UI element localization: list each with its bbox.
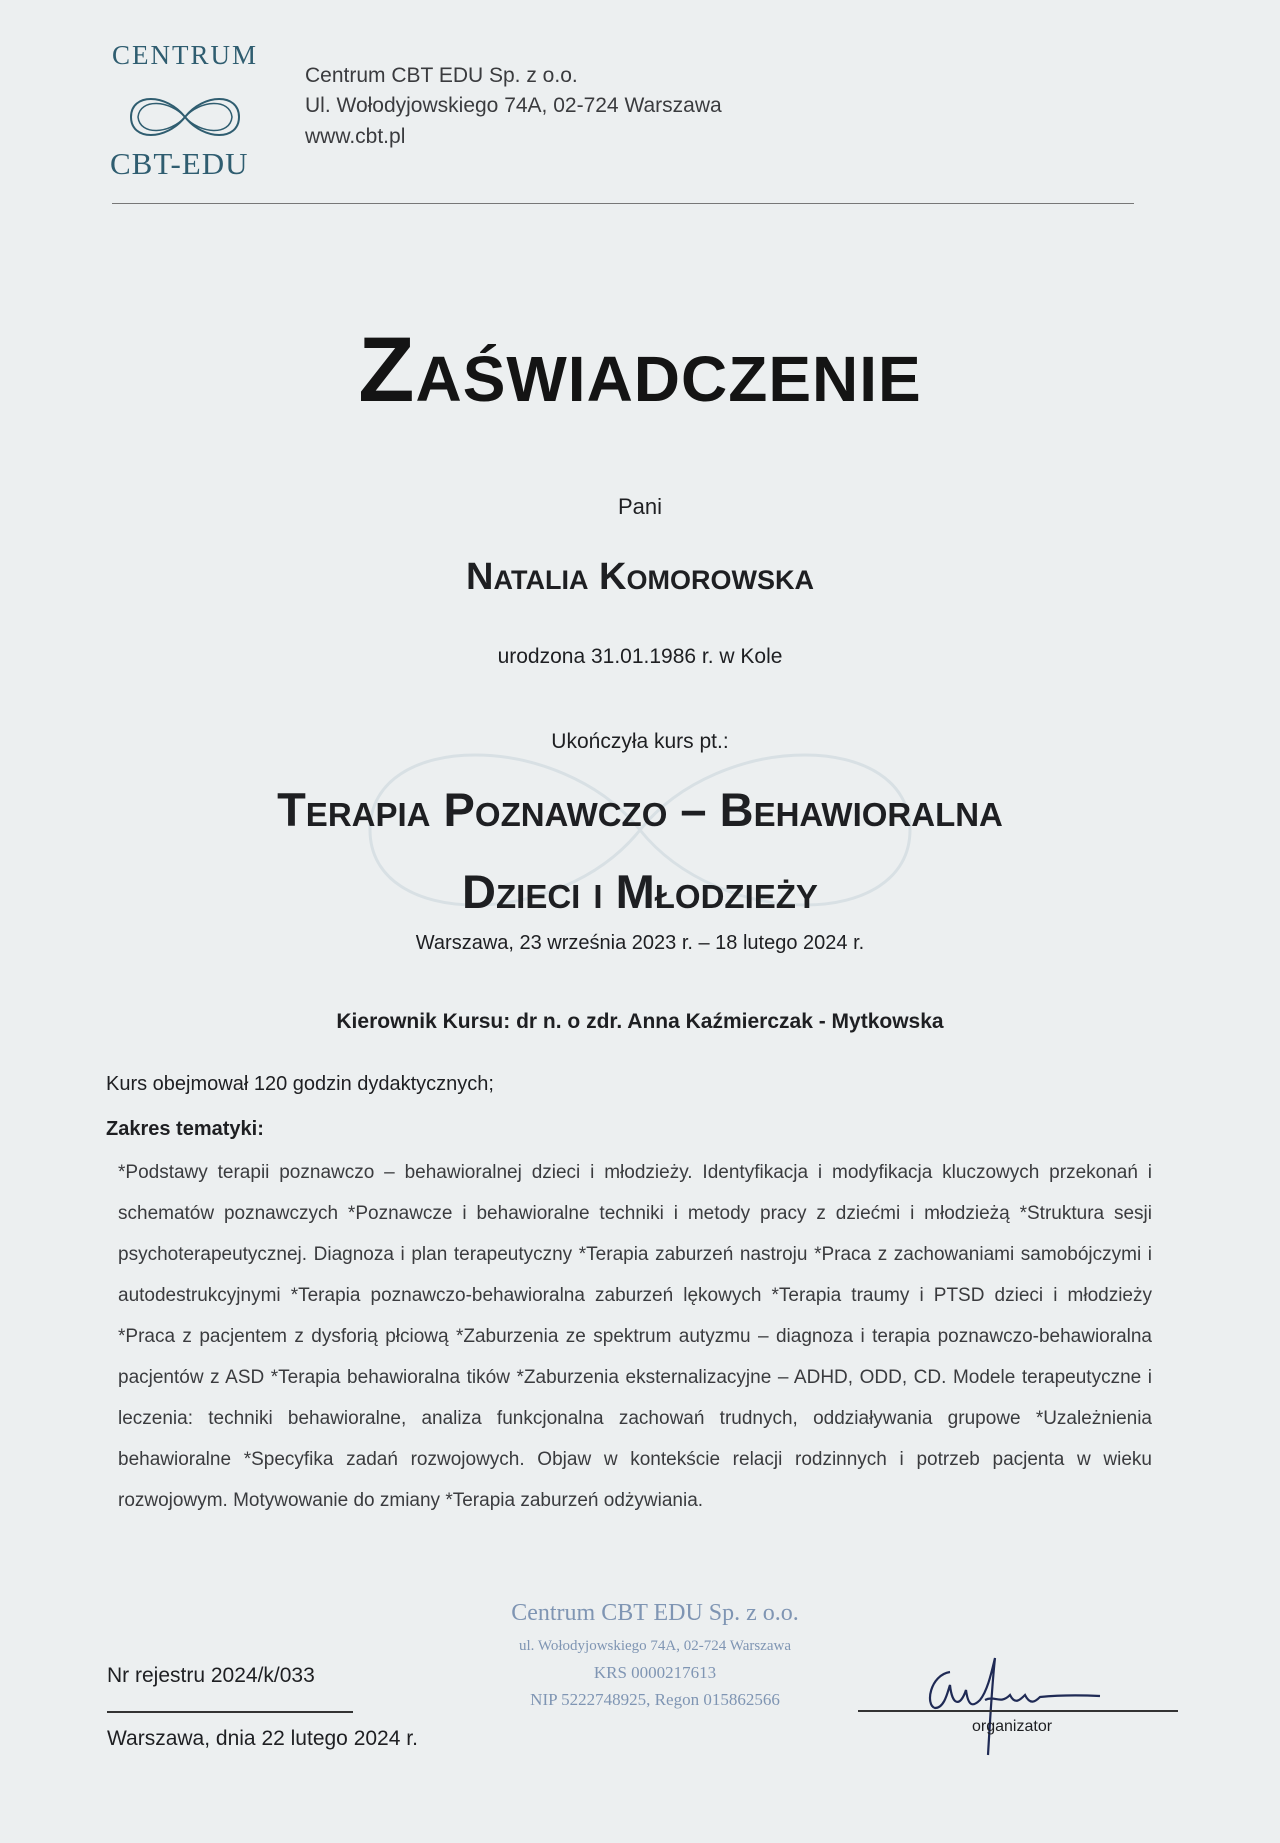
logo-text-top: CENTRUM bbox=[112, 40, 259, 70]
signature-icon bbox=[900, 1650, 1160, 1760]
course-title-line1: Terapia Poznawczo – Behawioralna bbox=[277, 783, 1003, 836]
stamp-company: Centrum CBT EDU Sp. z o.o. bbox=[511, 1600, 799, 1626]
document-title: Zaświadczenie bbox=[358, 319, 922, 421]
scope-label: Zakres tematyki: bbox=[106, 1118, 264, 1140]
company-website: www.cbt.pl bbox=[305, 125, 406, 148]
stamp-nip-regon: NIP 5222748925, Regon 015862566 bbox=[530, 1690, 780, 1709]
signature-label: organizator bbox=[972, 1718, 1053, 1735]
registry-number: Nr rejestru 2024/k/033 bbox=[107, 1664, 315, 1687]
birth-info: urodzona 31.01.1986 r. w Kole bbox=[497, 645, 783, 668]
company-address: Ul. Wołodyjowskiego 74A, 02-724 Warszawa bbox=[305, 94, 722, 117]
date-line bbox=[107, 1711, 353, 1713]
company-name: Centrum CBT EDU Sp. z o.o. bbox=[305, 64, 578, 87]
recipient-name: Natalia Komorowska bbox=[466, 556, 814, 598]
issue-date: Warszawa, dnia 22 lutego 2024 r. bbox=[107, 1727, 418, 1750]
course-title-line2: Dzieci i Młodzieży bbox=[462, 865, 818, 918]
course-director: Kierownik Kursu: dr n. o zdr. Anna Kaźmierczak - Mytkowska bbox=[336, 1010, 944, 1033]
course-hours: Kurs obejmował 120 godzin dydaktycznych; bbox=[106, 1073, 494, 1095]
infinity-logo-icon bbox=[126, 88, 244, 146]
header-divider bbox=[112, 203, 1134, 204]
signature-line bbox=[858, 1710, 1178, 1712]
stamp-address: ul. Wołodyjowskiego 74A, 02-724 Warszawa bbox=[519, 1638, 791, 1654]
course-dates: Warszawa, 23 września 2023 r. – 18 lutego 2024 r. bbox=[415, 932, 865, 954]
scope-text: *Podstawy terapii poznawczo – behawioralnej dzieci i młodzieży. Identyfikacja i modyfikacja kluczowych przekonań i schematów poznawczych *Poznawcze i behawioralne techniki i metody pracy z dziećmi i młodzieżą *Struktura sesji psychoterapeutycznej. Diagnoza i plan terapeutyczny *Terapia zaburzeń nastroju *Praca z zachowaniami samobójczymi i autodestrukcyjnymi *Terapia poznawczo-behawioralna zaburzeń lękowych *Terapia traumy i PTSD dzieci i młodzieży *Praca z pacjentem z dysforią płciową *Zaburzenia ze spektrum autyzmu – diagnoza i terapia poznawczo-behawioralna pacjentów z ASD *Terapia behawioralna tików *Zaburzenia eksternalizacyjne – ADHD, ODD, CD. Modele terapeutyczne i leczenia: techniki behawioralne, analiza funkcjonalna zachowań trudnych, oddziaływania grupowe *Uzależnienia behawioralne *Specyfika zadań rozwojowych. Objaw w kontekście relacji rodzinnych i potrzeb pacjenta w wieku rozwojowym. Motywowanie do zmiany *Terapia zaburzeń odżywiania. bbox=[118, 1162, 1152, 1511]
completed-label: Ukończyła kurs pt.: bbox=[551, 730, 729, 753]
salutation: Pani bbox=[617, 494, 663, 519]
logo-text-bottom: CBT-EDU bbox=[110, 146, 249, 181]
stamp-krs: KRS 0000217613 bbox=[593, 1663, 717, 1682]
